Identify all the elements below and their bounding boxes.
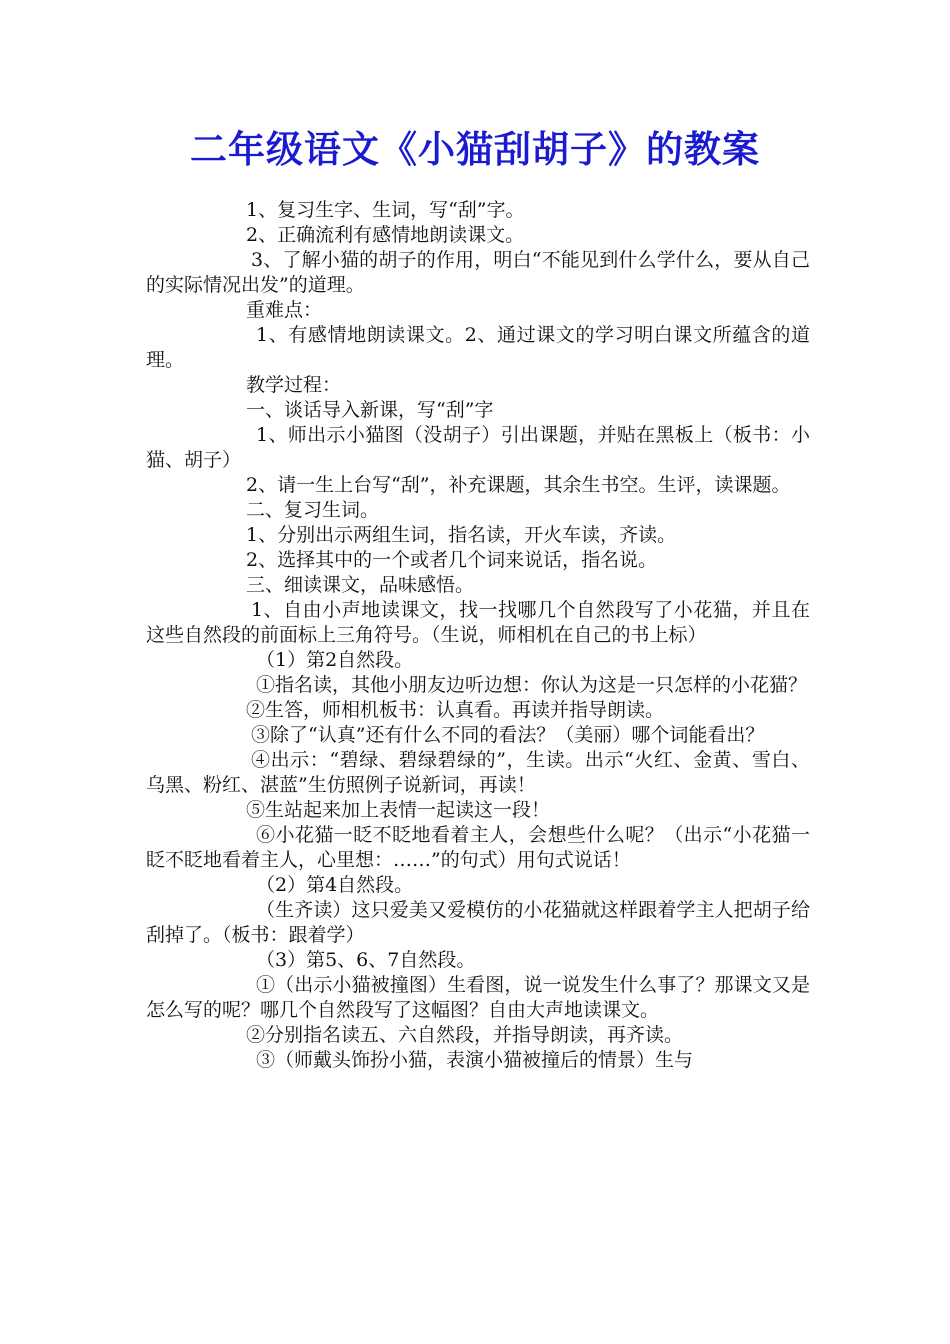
objective-1: 1、复习生字、生词，写“刮”字。	[246, 199, 525, 221]
paragraphs-5-7-item-1: ①（出示小猫被撞图）生看图，说一说发生什么事了？那课文又是怎么写的呢？哪几个自然段写了这幅图？自由大声地读课文。	[146, 974, 810, 1021]
key-points-text: 1、有感情地朗读课文。2、通过课文的学习明白课文所蕴含的道理。	[146, 324, 810, 371]
section-1-heading: 一、谈话导入新课，写“刮”字	[246, 399, 494, 421]
section-2-step-2: 2、选择其中的一个或者几个词来说话，指名说。	[246, 549, 658, 571]
paragraph-4-text: （生齐读）这只爱美又爱模仿的小花猫就这样跟着学主人把胡子给刮掉了。（板书：跟着学）	[146, 899, 810, 946]
document-body	[146, 198, 810, 1073]
paragraphs-5-7-item-2: ②分别指名读五、六自然段，并指导朗读，再齐读。	[246, 1024, 684, 1046]
section-2-step-1: 1、分别出示两组生词，指名读，开火车读，齐读。	[246, 524, 677, 546]
process-heading: 教学过程：	[246, 374, 342, 396]
section-3-step-1: 1、自由小声地读课文，找一找哪几个自然段写了小花猫，并且在这些自然段的前面标上三角符号。（生说，师相机在自己的书上标）	[146, 599, 810, 646]
objective-2: 2、正确流利有感情地朗读课文。	[246, 224, 525, 246]
paragraph-2-item-1: ①指名读，其他小朋友边听边想：你认为这是一只怎样的小花猫？	[256, 674, 808, 696]
paragraph-2-heading: （1）第2自然段。	[256, 649, 414, 671]
paragraphs-5-7-heading: （3）第5、6、7自然段。	[256, 949, 476, 971]
section-3-heading: 三、细读课文，品味感悟。	[246, 574, 475, 596]
paragraph-2-item-2: ②生答，师相机板书：认真看。再读并指导朗读。	[246, 699, 665, 721]
section-1-step-2: 2、请一生上台写“刮”，补充课题，其余生书空。生评，读课题。	[246, 474, 791, 496]
paragraph-4-heading: （2）第4自然段。	[256, 874, 414, 896]
section-1-step-1: 1、师出示小猫图（没胡子）引出课题，并贴在黑板上（板书：小猫、胡子）	[146, 424, 810, 471]
document-title: 二年级语文《小猫刮胡子》的教案	[190, 127, 760, 171]
objective-3: 3、了解小猫的胡子的作用，明白“不能见到什么学什么，要从自己的实际情况出发”的道理。	[146, 249, 810, 296]
paragraphs-5-7-item-3: ③（师戴头饰扮小猫，表演小猫被撞后的情景）生与	[256, 1049, 694, 1071]
key-points-heading: 重难点：	[246, 299, 323, 321]
paragraph-2-item-3: ③除了“认真”还有什么不同的看法？（美丽）哪个词能看出？	[251, 724, 765, 746]
paragraph-2-item-5: ⑤生站起来加上表情一起读这一段！	[246, 799, 551, 821]
section-2-heading: 二、复习生词。	[246, 499, 380, 521]
paragraph-2-item-6: ⑥小花猫一眨不眨地看着主人，会想些什么呢？（出示“小花猫一眨不眨地看着主人，心里想：……”的句式）用句式说话！	[146, 824, 810, 871]
paragraph-2-item-4: ④出示：“碧绿、碧绿碧绿的”，生读。出示“火红、金黄、雪白、乌黑、粉红、湛蓝”生仿照例子说新词，再读！	[146, 749, 810, 796]
